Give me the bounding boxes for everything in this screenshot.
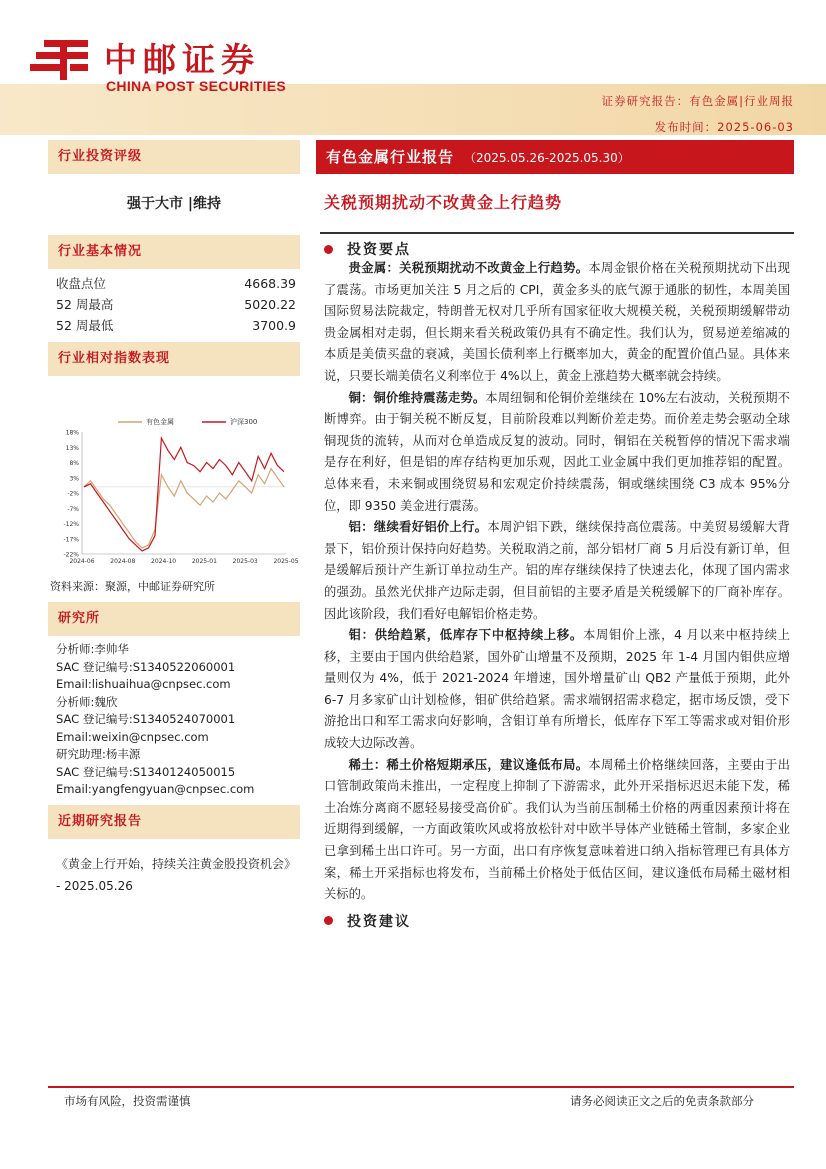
section-heading-text: 投资要点 — [347, 242, 411, 258]
report-title: 关税预期扰动不改黄金上行趋势 — [324, 193, 563, 212]
paragraph-text: 本周沪铝下跌，继续保持高位震荡。中美贸易缓解大背景下，铝价预计保持向好趋势。关税取消之前，部分铝材厂商 5 月后没有新订单，但是缓解后预计产生新订单拉动生产。铝的库存继续保持了快速去化，体现了国内需求的强劲。虽然光伏排产边际走弱，但目前铝的主要矛盾是关税缓解下的厂商补库存。因此该阶段，我们看好电解铝价格走势。 — [324, 520, 790, 621]
basic-info-key: 52 周最高 — [56, 297, 114, 312]
relative-index-chart-svg — [48, 376, 300, 574]
analyst-line: SAC 登记编号:S1340522060001 — [56, 659, 236, 674]
chart-legend-label: 有色金属 — [146, 418, 174, 426]
basic-info-row — [56, 294, 296, 315]
paragraph-rare-earth — [324, 755, 790, 906]
chart-y-tick-label: 8% — [69, 460, 79, 467]
paragraph-text: 本周稀土价格继续回落，主要由于出口管制政策尚未推出，一定程度上抑制了下游需求，此外开采指标迟迟未能下发，稀土冶炼分离商不愿轻易接受高价矿。我们认为当前压制稀土价格的两重因素预计将在近期得到缓解，一方面政策吹风或将放松针对中欧半导体产业链稀土管制，多家企业已拿到稀土出口许可。另一方面，出口有序恢复意味着进口纳入指标管理已有具体方案，稀土开采指标也将发布，当前稀土价格处于低估区间，建议逢低布局稀土磁材相关标的。 — [324, 757, 790, 902]
logo-english: CHINA POST SECURITIES — [106, 78, 287, 94]
paragraph-text: 本周金银价格在关税预期扰动下出现了震荡。市场更加关注 5 月之后的 CPI，黄金多头的底气源于通胀的韧性，本周美国国际贸易法院裁定，特朗普无权对几乎所有国家征收大规模关税，关税预期缓解带动贵金属相对走弱，但长期来看关税政策仍具有不确定性。我们认为，贸易逆差缩减的本质是美债买盘的衰减，美国长债利率上行概率加大，黄金的配置价值凸显。具体来说，只要长端美债名义利率位于 4%以上，黄金上涨趋势大概率就会持续。 — [324, 261, 790, 383]
chart-series-line-0 — [84, 469, 284, 548]
paragraph-lead: 稀土：稀土价格短期承压，建议逢低布局。 — [348, 757, 589, 772]
analyst-line: 分析师:李帅华 — [56, 642, 129, 656]
section-heading-text: 投资建议 — [347, 913, 411, 930]
logo-chinese: 中邮证券 — [104, 40, 260, 79]
footer-risk-note: 市场有风险，投资需谨慎 — [64, 1094, 191, 1108]
chart-y-tick-label: -22% — [63, 551, 79, 559]
rating-heading: 行业投资评级 — [48, 140, 300, 174]
footer-disclaimer: 请务必阅读正文之后的免责条款部分 — [570, 1094, 754, 1108]
analyst-email[interactable]: Email:weixin@cnpsec.com — [56, 729, 209, 744]
analyst-line: SAC 登记编号:S1340524070001 — [56, 712, 236, 726]
research-heading: 研究所 — [48, 602, 300, 636]
basic-info-table — [48, 269, 300, 342]
analyst-email[interactable]: Email:yangfengyuan@cnpsec.com — [56, 782, 255, 796]
paragraph-lead: 贵金属：关税预期扰动不改黄金上行趋势。 — [348, 261, 589, 275]
basic-info-key: 收盘点位 — [56, 276, 107, 291]
analyst-email[interactable]: Email:lishuaihua@cnpsec.com — [56, 677, 231, 691]
recent-report-item[interactable]: 《黄金上行开始，持续关注黄金股投资机会》 - 2025.05.26 — [56, 856, 297, 893]
paragraph-text: 本周纽铜和伦铜价差继续在 10%左右波动，关税预期不断博弈。由于铜关税不断反复，目前阶段难以判断价差走势。而价差走势会驱动全球铜现货的流转，从而对仓单造成反复的波动。同时，铜铝在关税暂停的情况下需求端是存在利好，但是铝的库存结构更加乐观，因此工业金属中我们更加推荐铝的配置。总体来看，未来铜或围绕贸易和宏观定价持续震荡，铜或继续围绕 C3 成本 95%分位，即 9350 美金进行震荡。 — [324, 390, 790, 513]
chart-x-tick-label: 2025-05 — [273, 558, 299, 565]
industry-bar — [316, 140, 794, 174]
report-header — [0, 0, 826, 135]
paragraph-lead: 钼：供给趋紧，低库存下中枢持续上移。 — [348, 628, 583, 643]
basic-info-heading: 行业基本情况 — [48, 235, 300, 269]
chart-x-tick-label: 2025-01 — [191, 558, 217, 565]
publish-date: 发布时间：2025-06-03 — [654, 120, 794, 134]
paragraph-lead: 铜：铜价维持震荡走势。 — [348, 390, 486, 405]
paragraph-text: 本周钼价上涨，4 月以来中枢持续上移，主要由于国内供给趋紧，国外矿山增量不及预期，2025 年 1-4 月国内钼供应增量则仅为 4%，低于 2021-2024 年增速，国外增量矿山 QB2 产量低于预期，此外 6-7 月多家矿山计划检修，钼矿供给趋紧。需求端钢招需求稳定，据市场反馈，受下游抢出口和军工需求向好影响，含钼订单有所增长，低库存下军工等需求或对钼价形成较大边际改善。 — [324, 628, 790, 751]
chart-source: 资料来源：聚源，中邮证券研究所 — [50, 580, 215, 593]
paragraph-aluminum — [324, 517, 790, 625]
analyst-list — [48, 636, 300, 805]
paragraph-precious-metals — [324, 258, 790, 388]
relative-index-heading: 行业相对指数表现 — [48, 342, 300, 376]
basic-info-key: 52 周最低 — [56, 318, 114, 333]
chart-x-tick-label: 2024-08 — [110, 558, 136, 565]
body-text — [316, 258, 794, 906]
chart-y-tick-label: -12% — [63, 521, 79, 528]
analyst-line: SAC 登记编号:S1340124050015 — [56, 764, 236, 779]
relative-index-chart — [48, 376, 300, 574]
section-heading — [316, 906, 794, 930]
chart-x-tick-label: 2024-10 — [151, 558, 177, 565]
report-period: （2025.05.26-2025.05.30） — [464, 151, 630, 165]
industry-rating: 强于大市 |维持 — [127, 196, 221, 212]
chart-x-tick-label: 2025-03 — [232, 558, 258, 565]
chart-x-tick-label: 2024-06 — [69, 558, 95, 565]
paragraph-molybdenum — [324, 625, 790, 755]
chart-y-tick-label: 13% — [65, 444, 79, 452]
chart-y-tick-label: 3% — [69, 475, 79, 483]
chart-series-line-1 — [84, 438, 284, 551]
analyst-line: 研究助理:杨丰源 — [56, 747, 141, 761]
bullet-icon — [324, 245, 333, 254]
chart-y-tick-label: -17% — [63, 536, 79, 544]
paragraph-lead: 铝：继续看好铝价上行。 — [348, 520, 488, 535]
chart-y-tick-label: 18% — [65, 429, 79, 437]
chart-y-tick-label: -7% — [67, 505, 79, 513]
china-post-logo-icon — [30, 36, 92, 82]
paragraph-copper — [324, 388, 790, 518]
basic-info-row — [56, 315, 296, 336]
analyst-line: 分析师:魏欣 — [56, 694, 118, 709]
chart-legend-label: 沪深300 — [230, 418, 258, 426]
chart-y-tick-label: -2% — [67, 490, 79, 498]
main-content — [316, 140, 794, 930]
bullet-icon — [324, 916, 333, 925]
basic-info-value: 3700.9 — [252, 318, 296, 333]
industry-name: 有色金属行业报告 — [326, 148, 455, 166]
section-heading — [316, 234, 794, 258]
recent-reports-heading: 近期研究报告 — [48, 805, 300, 839]
footer-divider — [48, 1086, 794, 1088]
sidebar — [48, 140, 300, 897]
basic-info-value: 5020.22 — [244, 297, 296, 312]
basic-info-row — [56, 273, 296, 294]
report-type: 证券研究报告：有色金属|行业周报 — [601, 94, 794, 108]
basic-info-value: 4668.39 — [244, 276, 296, 291]
